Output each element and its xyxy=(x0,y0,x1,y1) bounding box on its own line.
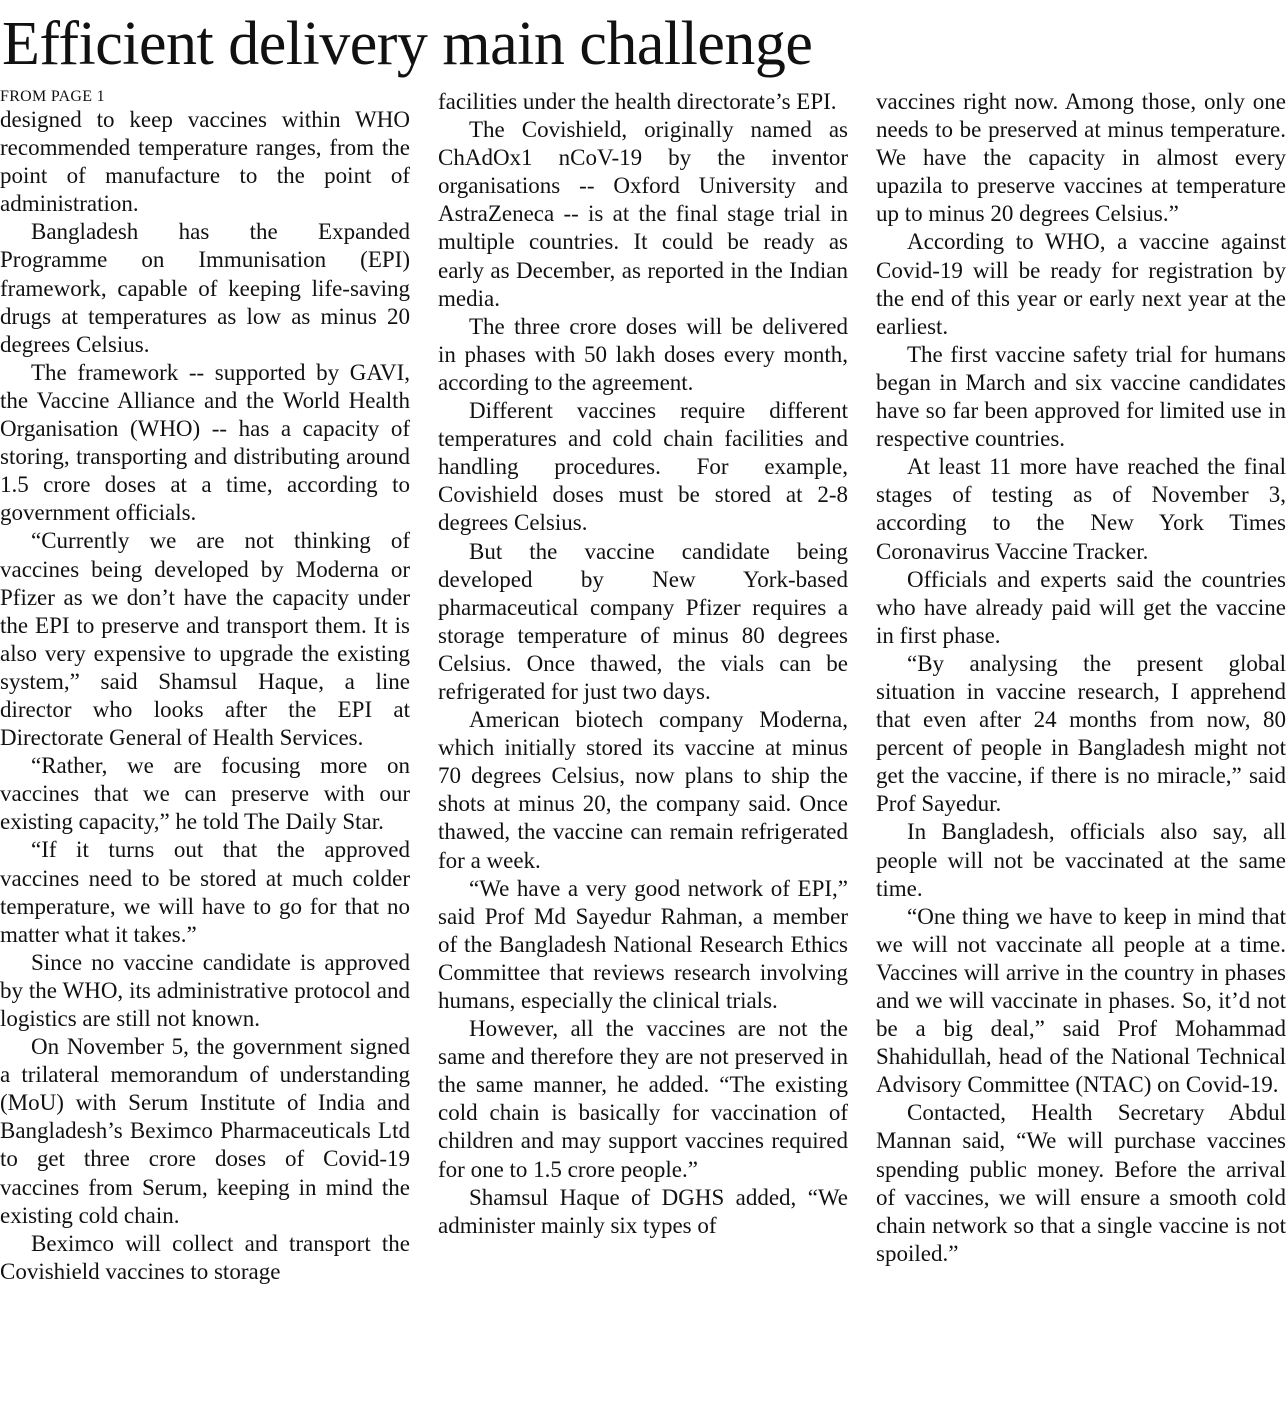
paragraph: In Bangladesh, officials also say, all people will not be vaccinated at the same time. xyxy=(876,819,1286,901)
paragraph: designed to keep vaccines within WHO recommended temperature ranges, from the point of manufacture to the point of administration. xyxy=(0,107,410,217)
paragraph: At least 11 more have reached the final stages of testing as of November 3, according to the New York Times Coronavirus Vaccine Tracker. xyxy=(876,454,1286,564)
from-page-kicker: FROM PAGE 1 xyxy=(0,88,105,105)
paragraph: However, all the vaccines are not the same and therefore they are not preserved in the same manner, he added. “The existing cold chain is basically for vaccination of children and may support vaccines required for one to 1.5 crore people.” xyxy=(438,1016,848,1182)
paragraph: Different vaccines require different temperatures and cold chain facilities and handling procedures. For example, Covishield doses must be stored at 2-8 degrees Celsius. xyxy=(438,398,848,536)
paragraph: “If it turns out that the approved vaccines need to be stored at much colder temperature, we will have to go for that no matter what it takes.” xyxy=(0,837,410,947)
article-column-2 xyxy=(438,88,848,1418)
paragraph: vaccines right now. Among those, only one needs to be preserved at minus temperature. We have the capacity in almost every upazila to preserve vaccines at temperature up to minus 20 degrees Celsius.” xyxy=(876,89,1286,227)
paragraph: “We have a very good network of EPI,” said Prof Md Sayedur Rahman, a member of the Bangladesh National Research Ethics Committee that reviews research involving humans, especially the clinical trials. xyxy=(438,875,848,1013)
paragraph: The Covishield, originally named as ChAdOx1 nCoV-19 by the inventor organisations -- Oxford University and AstraZeneca -- is at the final stage trial in multiple countries. It could be ready as early as December, as reported in the Indian media. xyxy=(438,117,848,311)
paragraph: Contacted, Health Secretary Abdul Mannan said, “We will purchase vaccines spending public money. Before the arrival of vaccines, we will ensure a smooth cold chain network so that a single vaccine is not spoiled.” xyxy=(876,1100,1286,1266)
paragraph: According to WHO, a vaccine against Covid-19 will be ready for registration by the end of this year or early next year at the earliest. xyxy=(876,229,1286,339)
article-column-1 xyxy=(0,88,410,1418)
paragraph: facilities under the health directorate’s EPI. xyxy=(438,89,837,114)
paragraph: On November 5, the government signed a trilateral memorandum of understanding (MoU) with Serum Institute of India and Bangladesh’s Beximco Pharmaceuticals Ltd to get three crore doses of Covid-19 vaccines from Serum, keeping in mind the existing cold chain. xyxy=(0,1034,410,1228)
paragraph: “By analysing the present global situation in vaccine research, I apprehend that even after 24 months from now, 80 percent of people in Bangladesh might not get the vaccine, if there is no miracle,” said Prof Sayedur. xyxy=(876,650,1286,817)
paragraph: The framework -- supported by GAVI, the Vaccine Alliance and the World Health Organisation (WHO) -- has a capacity of storing, transporting and distributing around 1.5 crore doses at a time, according to government officials. xyxy=(0,359,410,526)
paragraph: Officials and experts said the countries who have already paid will get the vaccine in first phase. xyxy=(876,566,1286,648)
paragraph: The three crore doses will be delivered in phases with 50 lakh doses every month, according to the agreement. xyxy=(438,313,848,395)
paragraph: Since no vaccine candidate is approved by the WHO, its administrative protocol and logistics are still not known. xyxy=(0,949,410,1031)
paragraph: Beximco will collect and transport the Covishield vaccines to storage xyxy=(0,1230,410,1284)
paragraph: Bangladesh has the Expanded Programme on Immunisation (EPI) framework, capable of keeping life-saving drugs at temperatures as low as minus 20 degrees Celsius. xyxy=(0,219,410,357)
paragraph: American biotech company Moderna, which initially stored its vaccine at minus 70 degrees Celsius, now plans to ship the shots at minus 20, the company said. Once thawed, the vaccine can remain refrigerated for a week. xyxy=(438,707,848,873)
paragraph: “Currently we are not thinking of vaccines being developed by Moderna or Pfizer as we don’t have the capacity under the EPI to preserve and transport them. It is also very expensive to upgrade the existing system,” said Shamsul Haque, a line director who looks after the EPI at Directorate General of Health Services. xyxy=(0,528,410,751)
paragraph: The first vaccine safety trial for humans began in March and six vaccine candidates have so far been approved for limited use in respective countries. xyxy=(876,341,1286,452)
article-column-3 xyxy=(876,88,1286,1418)
paragraph: “One thing we have to keep in mind that we will not vaccinate all people at a time. Vaccines will arrive in the country in phases and we will vaccinate in phases. So, it’d not be a big deal,” said Prof Mohammad Shahidullah, head of the National Technical Advisory Committee (NTAC) on Covid-19. xyxy=(876,903,1286,1098)
paragraph: But the vaccine candidate being developed by New York-based pharmaceutical company Pfizer requires a storage temperature of minus 80 degrees Celsius. Once thawed, the vials can be refrigerated for just two days. xyxy=(438,538,848,704)
paragraph: “Rather, we are focusing more on vaccines that we can preserve with our existing capacity,” he told The Daily Star. xyxy=(0,753,410,835)
headline: Efficient delivery main challenge xyxy=(2,10,813,78)
paragraph: Shamsul Haque of DGHS added, “We administer mainly six types of xyxy=(438,1184,848,1238)
